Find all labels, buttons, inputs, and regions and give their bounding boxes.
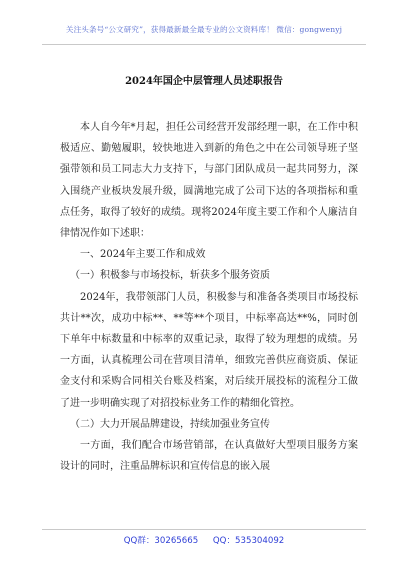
footer-contact — [0, 534, 408, 546]
footer-qq-group: QQ群：30265665 — [123, 536, 199, 546]
subsection-heading: （一）积极参与市场投标，斩获多个服务资质 — [70, 270, 270, 282]
header-divider — [42, 44, 366, 45]
subsection-heading: （二）大力开展品牌建设，持续加强业务宣传 — [70, 418, 270, 430]
footer-divider — [42, 529, 366, 530]
body-paragraph: 2024年，我带领部门人员，积极参与和准备各类项目市场投标共计**次，成功中标**、**等**个项目，中标率高达**%，同时创下单年中标数量和中标率的双重记录，取得了较为理想的成绩。另一方面，认真梳理公司在营项目清单，细致完善供应商资质、保证金支付和采购合同相关台账及档案，对后续开展投标的流程分工做了进一步明确实现了对招投标业务工作的精细化管控。 — [60, 291, 358, 409]
intro-paragraph: 本人自今年*月起，担任公司经营开发部经理一职，在工作中积极适应、勤勉履职，较快地进入到新的角色之中在公司领导班子坚强带领和员工同志大力支持下，与部门团队成员一起共同努力，深入围绕产业板块发展升级，圆满地完成了公司下达的各项指标和重点任务，取得了较好的成绩。现将2024年度主要工作和个人廉洁自律情况作如下述职： — [60, 122, 358, 240]
document-body — [60, 117, 358, 477]
header-banner: 关注头条号“公文研究”，获得最新最全最专业的公文资料库！ 微信：gongwenyj — [65, 25, 343, 34]
section-heading: 一、2024年主要工作和成效 — [80, 249, 206, 261]
document-title: 2024年国企中层管理人员述职报告 — [125, 76, 283, 87]
footer-qq: QQ：535304092 — [212, 536, 285, 546]
body-paragraph: 一方面，我们配合市场营销部，在认真做好大型项目服务方案设计的同时，注重品牌标识和宣传信息的嵌入展 — [60, 440, 358, 473]
